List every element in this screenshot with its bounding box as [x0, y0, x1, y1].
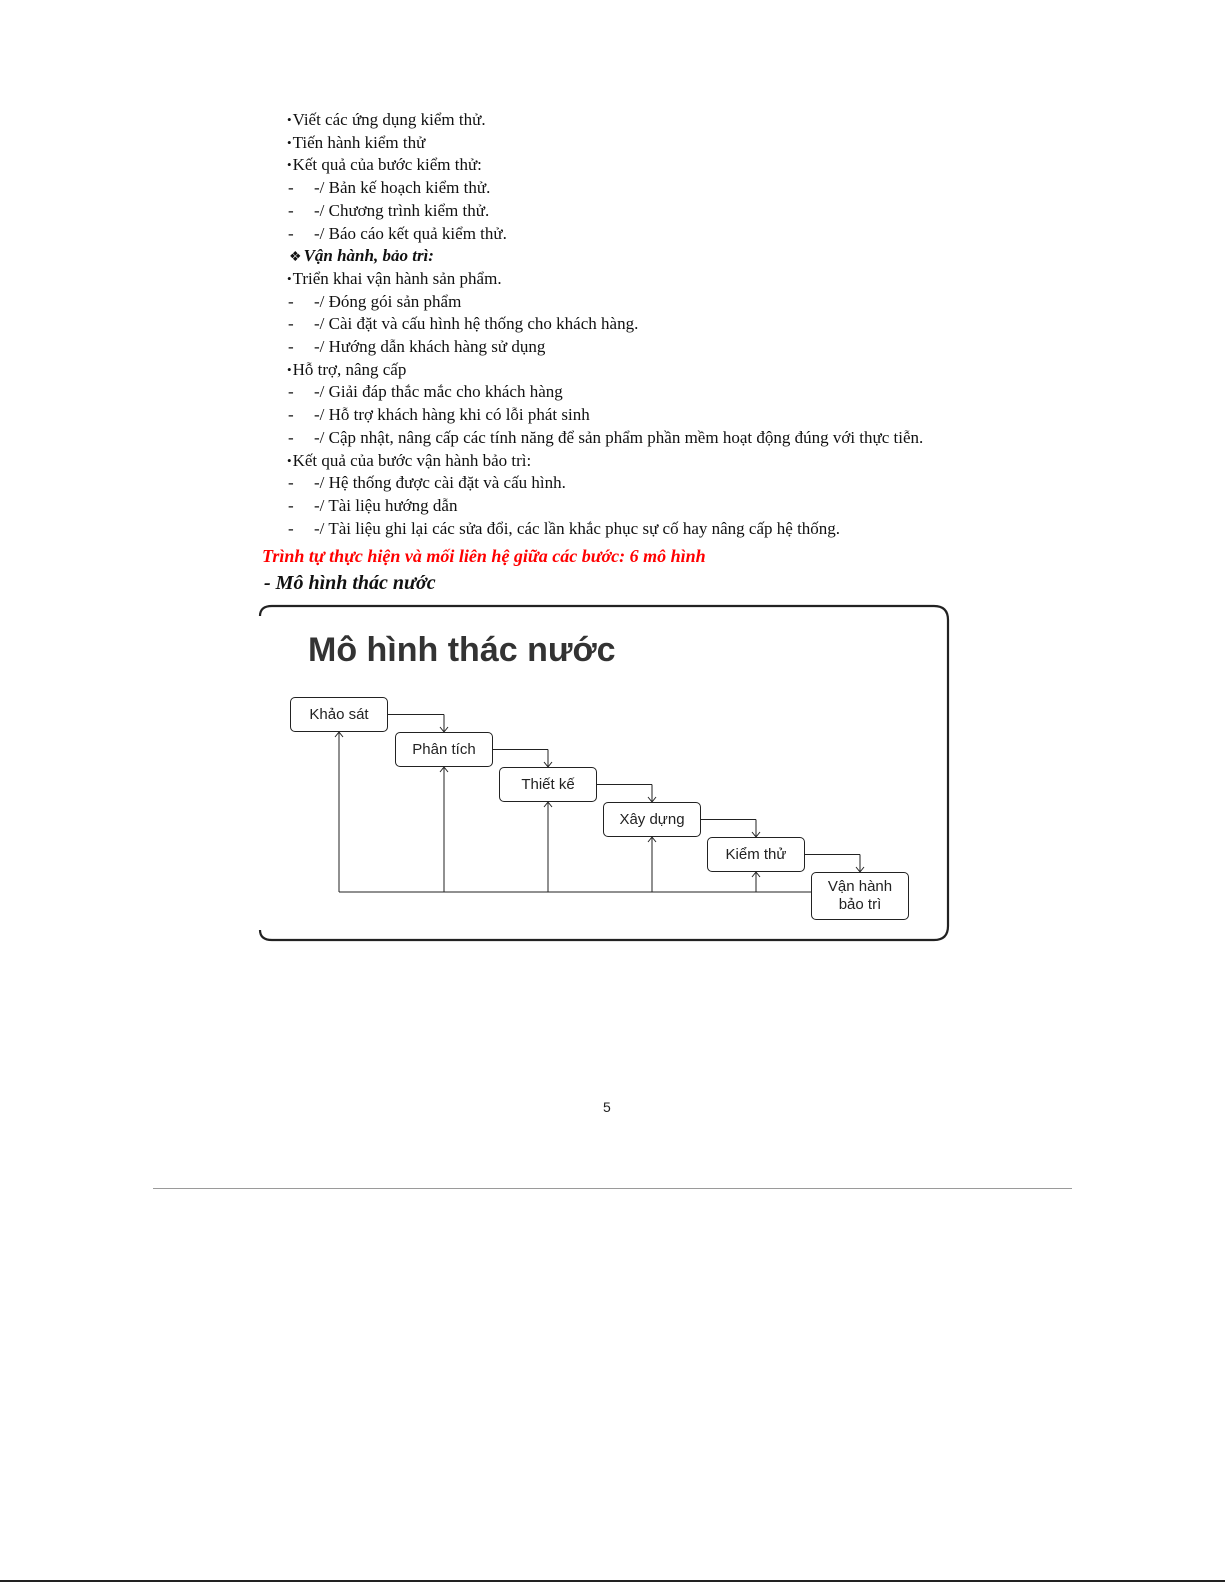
- bullet-icon: •: [287, 112, 292, 127]
- diagram-step-label: Thiết kế: [521, 775, 575, 793]
- bullet-item: [287, 268, 502, 291]
- bullet-item: [287, 132, 425, 155]
- dash-marker: -: [288, 495, 294, 515]
- diagram-step-label: Vận hành bảo trì: [827, 878, 893, 913]
- bullet-item: [287, 109, 486, 132]
- bullet-icon: •: [287, 361, 292, 377]
- dash-text: -/ Đóng gói sản phẩm: [314, 291, 462, 311]
- diagram-step: [395, 732, 493, 767]
- dash-text: -/ Hỗ trợ khách hàng khi có lỗi phát sinh: [314, 405, 590, 425]
- model-heading: - Mô hình thác nước: [264, 572, 436, 594]
- bullet-icon: •: [287, 134, 292, 150]
- dash-marker: -: [288, 473, 294, 493]
- bullet-item: [287, 359, 406, 382]
- dash-marker: -: [288, 200, 294, 220]
- dash-marker: -: [288, 223, 294, 243]
- bullet-text: Kết quả của bước kiểm thử:: [292, 155, 482, 175]
- dash-item: [288, 200, 988, 222]
- dash-item: [288, 177, 988, 199]
- bottom-border: [0, 1580, 1225, 1582]
- bullet-text: Hỗ trợ, nâng cấp: [292, 359, 407, 379]
- diagram-step: [603, 802, 701, 837]
- dash-item: [288, 495, 988, 517]
- subsection-heading: [289, 245, 434, 269]
- dash-marker: -: [288, 178, 294, 198]
- bullet-icon: •: [287, 157, 292, 173]
- diagram-step: [290, 697, 388, 732]
- dash-marker: -: [288, 314, 294, 334]
- page-number: 5: [603, 1099, 611, 1115]
- dash-item: [288, 223, 988, 245]
- dash-text: -/ Bản kế hoạch kiểm thử.: [314, 178, 491, 198]
- diagram-step: [811, 872, 909, 920]
- diagram-step-label: Xây dựng: [619, 810, 685, 828]
- dash-item: [288, 518, 988, 540]
- dash-marker: -: [288, 427, 294, 447]
- dash-marker: -: [288, 518, 294, 538]
- dash-marker: -: [288, 405, 294, 425]
- bullet-item: [287, 450, 531, 473]
- diamond-icon: ❖: [289, 250, 302, 266]
- dash-text: -/ Báo cáo kết quả kiểm thử.: [314, 223, 507, 243]
- bullet-text: Kết quả của bước vận hành bảo trì:: [292, 450, 532, 470]
- section-heading: Trình tự thực hiện và mối liên hệ giữa các bước: 6 mô hình: [262, 546, 706, 566]
- diagram-step: [707, 837, 805, 872]
- diagram-step-label: Khảo sát: [309, 705, 369, 723]
- dash-item: [288, 472, 988, 494]
- bullet-item: [287, 154, 482, 177]
- diagram-step-label: Phân tích: [412, 740, 476, 758]
- page-separator: [153, 1188, 1072, 1189]
- dash-text: -/ Tài liệu hướng dẫn: [314, 495, 458, 515]
- dash-marker: -: [288, 382, 294, 402]
- dash-item: [288, 313, 988, 335]
- dash-item: [288, 336, 988, 358]
- bullet-icon: •: [287, 452, 292, 468]
- dash-item: [288, 381, 988, 403]
- dash-marker: -: [288, 337, 294, 356]
- dash-item: [288, 404, 988, 426]
- waterfall-diagram: [258, 604, 960, 950]
- dash-text: -/ Tài liệu ghi lại các sửa đổi, các lần khắc phục sự cố hay nâng cấp hệ thống.: [314, 518, 841, 538]
- bullet-text: Tiến hành kiểm thử: [292, 132, 426, 152]
- dash-text: -/ Giải đáp thắc mắc cho khách hàng: [314, 382, 563, 402]
- dash-text: -/ Cập nhật, nâng cấp các tính năng để sản phẩm phần mềm hoạt động đúng với thực tiễn.: [314, 427, 924, 447]
- dash-text: -/ Hướng dẫn khách hàng sử dụng: [314, 337, 546, 356]
- bullet-text: Viết các ứng dụng kiểm thử.: [292, 110, 486, 129]
- subsection-heading-text: Vận hành, bảo trì:: [303, 246, 434, 266]
- dash-marker: -: [288, 291, 294, 311]
- dash-text: -/ Cài đặt và cấu hình hệ thống cho khách hàng.: [314, 314, 639, 334]
- diagram-title: Mô hình thác nước: [308, 631, 616, 669]
- bullet-icon: •: [287, 270, 292, 286]
- dash-text: -/ Chương trình kiểm thử.: [314, 200, 490, 220]
- dash-item: [288, 291, 988, 313]
- dash-item: [288, 427, 988, 449]
- dash-text: -/ Hệ thống được cài đặt và cấu hình.: [314, 473, 566, 493]
- diagram-step: [499, 767, 597, 802]
- bullet-text: Triển khai vận hành sản phẩm.: [292, 268, 502, 288]
- diagram-step-label: Kiểm thử: [725, 845, 787, 863]
